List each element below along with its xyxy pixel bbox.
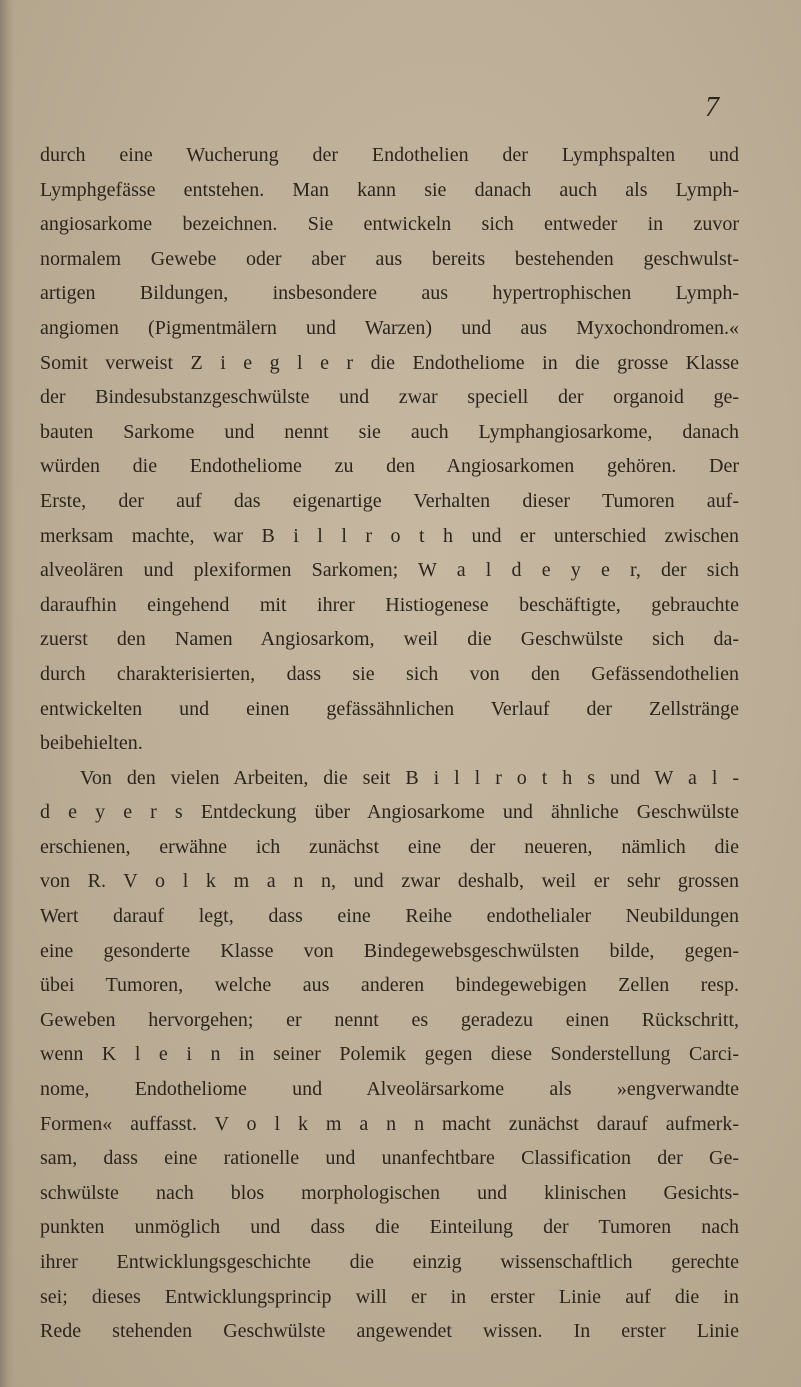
- text-line: würden die Endotheliome zu den Angiosarkomen gehören. Der: [40, 455, 739, 478]
- text-line: schwülste nach blos morphologischen und klinischen Gesichts-: [40, 1181, 739, 1204]
- text-line: von R. V o l k m a n n, und zwar deshalb, weil er sehr grossen: [40, 870, 739, 893]
- text-line: Somit verweist Z i e g l e r die Endotheliome in die grosse Klasse: [40, 351, 739, 374]
- text-line: entwickelten und einen gefässähnlichen Verlauf der Zellstränge: [40, 697, 739, 720]
- text-line: Geweben hervorgehen; er nennt es geradezu einen Rückschritt,: [40, 1008, 739, 1031]
- paragraph-start-line: Von den vielen Arbeiten, die seit B i l l r o t h s und W a l -: [80, 766, 739, 789]
- text-line: sei; dieses Entwicklungsprincip will er in erster Linie auf die in: [40, 1285, 739, 1308]
- text-line: zuerst den Namen Angiosarkom, weil die Geschwülste sich da-: [40, 628, 739, 651]
- text-line: nome, Endotheliome und Alveolärsarkome als »engverwandte: [40, 1078, 739, 1101]
- text-line: punkten unmöglich und dass die Einteilung der Tumoren nach: [40, 1216, 739, 1239]
- text-line: eine gesonderte Klasse von Bindegewebsgeschwülsten bilde, gegen-: [40, 939, 739, 962]
- text-line: durch eine Wucherung der Endothelien der Lymphspalten und: [40, 144, 739, 166]
- body-text: [40, 138, 739, 1349]
- page-number: 7: [705, 92, 719, 123]
- text-line: wenn K l e i n in seiner Polemik gegen diese Sonderstellung Carci-: [40, 1043, 739, 1066]
- text-line: daraufhin eingehend mit ihrer Histiogenese beschäftigte, gebrauchte: [40, 593, 739, 616]
- text-line: artigen Bildungen, insbesondere aus hypertrophischen Lymph-: [40, 282, 739, 305]
- text-line: bauten Sarkome und nennt sie auch Lymphangiosarkome, danach: [40, 420, 739, 443]
- text-line: erschienen, erwähne ich zunächst eine der neueren, nämlich die: [40, 835, 739, 858]
- text-line: angiosarkome bezeichnen. Sie entwickeln sich entweder in zuvor: [40, 213, 739, 236]
- text-line: angiomen (Pigmentmälern und Warzen) und aus Myxochondromen.«: [40, 316, 739, 339]
- text-line: durch charakterisierten, dass sie sich von den Gefässendothelien: [40, 662, 739, 685]
- text-line: alveolären und plexiformen Sarkomen; W a l d e y e r, der sich: [40, 559, 739, 582]
- text-line: Formen« auffasst. V o l k m a n n macht zunächst darauf aufmerk-: [40, 1112, 739, 1135]
- text-line: merksam machte, war B i l l r o t h und er unterschied zwischen: [40, 524, 739, 547]
- text-line: ihrer Entwicklungsgeschichte die einzig wissenschaftlich gerechte: [40, 1251, 739, 1273]
- text-line: normalem Gewebe oder aber aus bereits bestehenden geschwulst-: [40, 247, 739, 270]
- text-line: sam, dass eine rationelle und unanfechtbare Classification der Ge-: [40, 1147, 739, 1170]
- paragraph-end-line: beibehielten.: [40, 732, 143, 755]
- text-line: der Bindesubstanzgeschwülste und zwar speciell der organoid ge-: [40, 386, 739, 409]
- text-line: Rede stehenden Geschwülste angewendet wissen. In erster Linie: [40, 1320, 739, 1343]
- page-gutter-shadow: [0, 0, 14, 1387]
- text-line: Wert darauf legt, dass eine Reihe endothelialer Neubildungen: [40, 905, 739, 928]
- text-line: Lymphgefässe entstehen. Man kann sie danach auch als Lymph-: [40, 178, 739, 201]
- text-line: Erste, der auf das eigenartige Verhalten dieser Tumoren auf-: [40, 489, 739, 512]
- text-line: übei Tumoren, welche aus anderen bindegewebigen Zellen resp.: [40, 974, 739, 997]
- text-line: d e y e r s Entdeckung über Angiosarkome und ähnliche Geschwülste: [40, 801, 739, 824]
